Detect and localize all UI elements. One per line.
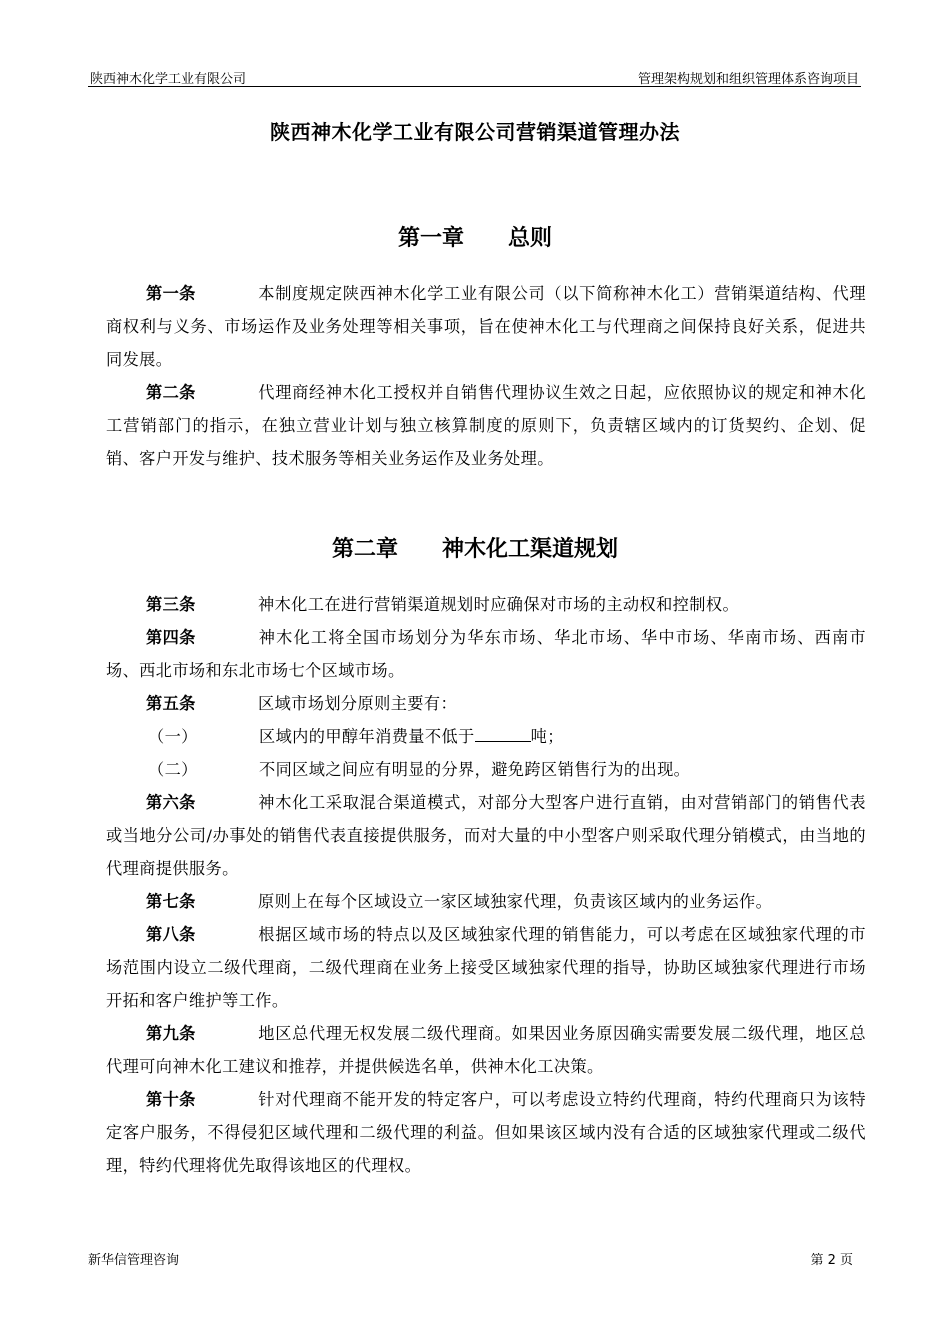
- header-company: 陕西神木化学工业有限公司: [90, 72, 247, 87]
- article-7-label: 第七条: [146, 892, 196, 911]
- chapter-1-heading: [0, 221, 950, 252]
- page-header: [88, 66, 861, 87]
- chapter-2-title: 神木化工渠道规划: [442, 537, 619, 562]
- article-6: [106, 786, 866, 885]
- chapter-1-label: 第一章: [397, 226, 464, 251]
- article-1: [106, 277, 866, 376]
- footer-firm: 新华信管理咨询: [88, 1253, 180, 1268]
- article-5-text: 区域市场划分原则主要有：: [258, 694, 458, 713]
- article-1-label: 第一条: [146, 284, 196, 303]
- article-1-text: 本制度规定陕西神木化学工业有限公司（以下简称神木化工）营销渠道结构、代理商权利与义务、市场运作及业务处理等相关事项，旨在使神木化工与代理商之间保持良好关系，促进共同发展。: [106, 284, 866, 369]
- chapter-1-title: 总则: [508, 226, 553, 251]
- article-8-text: 根据区域市场的特点以及区域独家代理的销售能力，可以考虑在区域独家代理的市场范围内设立二级代理商，二级代理商在业务上接受区域独家代理的指导，协助区域独家代理进行市场开拓和客户维护等工作。: [106, 925, 866, 1010]
- article-10-label: 第十条: [146, 1090, 196, 1109]
- chapter-2-body: [106, 588, 866, 1182]
- document-title: 陕西神木化学工业有限公司营销渠道管理办法: [270, 120, 680, 144]
- header-project: 管理架构规划和组织管理体系咨询项目: [637, 72, 859, 87]
- article-2: [106, 376, 866, 475]
- sub-item-1: [106, 720, 866, 753]
- article-10-text: 针对代理商不能开发的特定客户，可以考虑设立特约代理商，特约代理商只为该特定客户服务，不得侵犯区域代理和二级代理的利益。但如果该区域内没有合适的区域独家代理或二级代理，特约代理将优先取得该地区的代理权。: [106, 1090, 866, 1175]
- article-8: [106, 918, 866, 1017]
- fill-in-blank: [475, 725, 531, 742]
- article-3-text: 神木化工在进行营销渠道规划时应确保对市场的主动权和控制权。: [258, 595, 740, 614]
- article-6-text: 神木化工采取混合渠道模式，对部分大型客户进行直销，由对营销部门的销售代表或当地分公司/办事处的销售代表直接提供服务，而对大量的中小型客户则采取代理分销模式，由当地的代理商提供服务。: [106, 793, 866, 878]
- article-9: [106, 1017, 866, 1083]
- sub-item-2-text: 不同区域之间应有明显的分界，避免跨区销售行为的出现。: [259, 760, 691, 779]
- article-4-label: 第四条: [146, 628, 196, 647]
- article-4: [106, 621, 866, 687]
- chapter-1-body: [106, 277, 866, 475]
- article-9-text: 地区总代理无权发展二级代理商。如果因业务原因确实需要发展二级代理，地区总代理可向神木化工建议和推荐，并提供候选名单，供神木化工决策。: [106, 1024, 866, 1076]
- article-7: [106, 885, 866, 918]
- chapter-2-heading: [0, 532, 950, 563]
- article-5-label: 第五条: [146, 694, 196, 713]
- article-2-label: 第二条: [146, 383, 196, 402]
- article-9-label: 第九条: [146, 1024, 196, 1043]
- article-7-text: 原则上在每个区域设立一家区域独家代理，负责该区域内的业务运作。: [258, 892, 773, 911]
- footer-page-number: 第 2 页: [810, 1253, 853, 1268]
- chapter-2-label: 第二章: [331, 537, 398, 562]
- sub-item-2: [106, 753, 866, 786]
- article-10: [106, 1083, 866, 1182]
- article-8-label: 第八条: [146, 925, 196, 944]
- article-6-label: 第六条: [146, 793, 196, 812]
- sub-item-1-text-before: 区域内的甲醇年消费量不低于: [259, 727, 475, 746]
- sub-item-1-number: （一）: [148, 727, 198, 746]
- article-3: [106, 588, 866, 621]
- sub-item-1-text-after: 吨；: [530, 727, 564, 746]
- article-3-label: 第三条: [146, 595, 196, 614]
- article-2-text: 代理商经神木化工授权并自销售代理协议生效之日起，应依照协议的规定和神木化工营销部门的指示，在独立营业计划与独立核算制度的原则下，负责辖区域内的订货契约、企划、促销、客户开发与维护、技术服务等相关业务运作及业务处理。: [106, 383, 866, 468]
- article-5: [106, 687, 866, 720]
- article-4-text: 神木化工将全国市场划分为华东市场、华北市场、华中市场、华南市场、西南市场、西北市场和东北市场七个区域市场。: [106, 628, 866, 680]
- sub-item-2-number: （二）: [148, 760, 198, 779]
